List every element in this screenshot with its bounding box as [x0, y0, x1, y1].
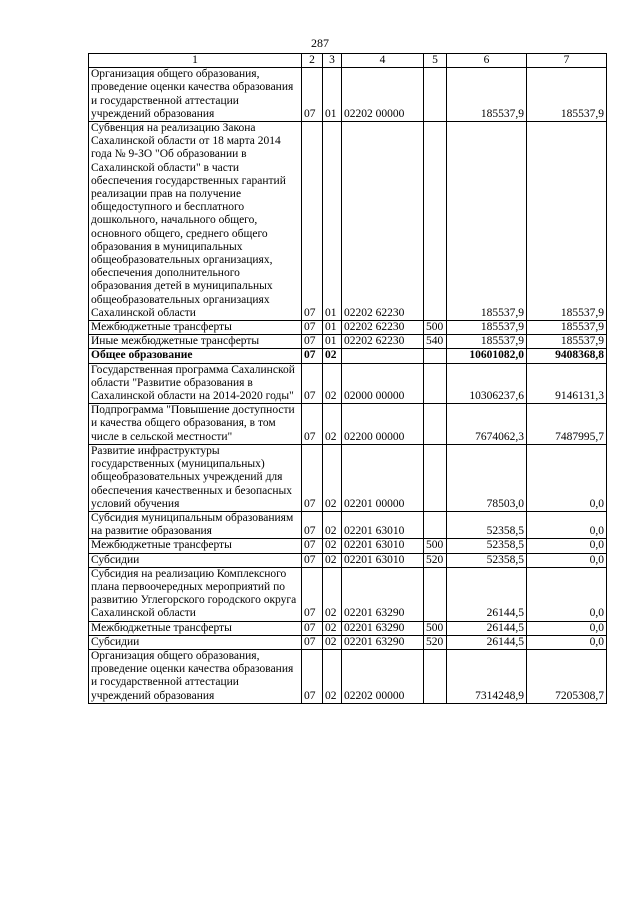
section-code-cell: 07 — [302, 363, 323, 404]
table-row — [89, 539, 607, 553]
table-row — [89, 444, 607, 511]
section-code-cell: 07 — [302, 553, 323, 567]
table-row — [89, 404, 607, 445]
expense-type-cell — [424, 349, 447, 363]
row-name-cell: Субсидия на реализацию Комплексного плана первоочередных мероприятий по развитию Углегорского городского округа Сахалинской области — [89, 567, 302, 621]
header-cell: 5 — [424, 54, 447, 68]
target-article-cell: 02000 00000 — [342, 363, 424, 404]
amount-col6-cell: 185537,9 — [447, 321, 527, 335]
expense-type-cell: 520 — [424, 553, 447, 567]
header-cell: 4 — [342, 54, 424, 68]
amount-col6-cell: 10306237,6 — [447, 363, 527, 404]
section-code-cell: 07 — [302, 511, 323, 538]
expense-type-cell — [424, 404, 447, 445]
section-code-cell: 07 — [302, 621, 323, 635]
amount-col7-cell: 0,0 — [527, 511, 607, 538]
row-name-cell: Организация общего образования, проведение оценки качества образования и государственной аттестации учреждений образования — [89, 68, 302, 122]
table-row — [89, 635, 607, 649]
table-row — [89, 68, 607, 122]
row-name-cell: Межбюджетные трансферты — [89, 539, 302, 553]
amount-col6-cell: 52358,5 — [447, 539, 527, 553]
section-code-cell: 07 — [302, 68, 323, 122]
budget-table — [88, 53, 607, 704]
target-article-cell: 02201 63010 — [342, 553, 424, 567]
amount-col7-cell: 185537,9 — [527, 122, 607, 321]
table-row — [89, 349, 607, 363]
amount-col7-cell: 0,0 — [527, 567, 607, 621]
amount-col7-cell: 185537,9 — [527, 68, 607, 122]
table-row — [89, 122, 607, 321]
target-article-cell: 02201 00000 — [342, 444, 424, 511]
expense-type-cell: 500 — [424, 321, 447, 335]
amount-col6-cell: 10601082,0 — [447, 349, 527, 363]
amount-col7-cell: 0,0 — [527, 621, 607, 635]
target-article-cell: 02200 00000 — [342, 404, 424, 445]
target-article-cell: 02201 63290 — [342, 567, 424, 621]
header-cell: 7 — [527, 54, 607, 68]
table-row — [89, 621, 607, 635]
section-code-cell: 07 — [302, 122, 323, 321]
amount-col7-cell: 185537,9 — [527, 321, 607, 335]
section-code-cell: 07 — [302, 567, 323, 621]
subsection-code-cell: 02 — [323, 621, 342, 635]
row-name-cell: Субвенция на реализацию Закона Сахалинской области от 18 марта 2014 года № 9-ЗО "Об образовании в Сахалинской области" в части обеспечения государственных гарантий реализации прав на получение общедоступного и бесплатного дошкольного, начального общего, основного общего, среднего общего образования в муниципальных общеобразовательных организациях, обеспечения дополнительного образования детей в муниципальных общеобразовательных организациях Сахалинской области — [89, 122, 302, 321]
subsection-code-cell: 02 — [323, 649, 342, 703]
subsection-code-cell: 02 — [323, 635, 342, 649]
amount-col6-cell: 52358,5 — [447, 553, 527, 567]
table-row — [89, 321, 607, 335]
target-article-cell: 02202 62230 — [342, 335, 424, 349]
amount-col6-cell: 185537,9 — [447, 68, 527, 122]
expense-type-cell — [424, 649, 447, 703]
expense-type-cell: 500 — [424, 539, 447, 553]
table-row — [89, 567, 607, 621]
header-cell: 3 — [323, 54, 342, 68]
subsection-code-cell: 02 — [323, 567, 342, 621]
expense-type-cell — [424, 511, 447, 538]
expense-type-cell: 520 — [424, 635, 447, 649]
subsection-code-cell: 01 — [323, 335, 342, 349]
table-header-row — [89, 54, 607, 68]
table-row — [89, 363, 607, 404]
row-name-cell: Государственная программа Сахалинской области "Развитие образования в Сахалинской области на 2014-2020 годы" — [89, 363, 302, 404]
subsection-code-cell: 01 — [323, 122, 342, 321]
subsection-code-cell: 01 — [323, 321, 342, 335]
amount-col7-cell: 0,0 — [527, 635, 607, 649]
section-code-cell: 07 — [302, 635, 323, 649]
header-cell: 1 — [89, 54, 302, 68]
amount-col7-cell: 7205308,7 — [527, 649, 607, 703]
amount-col7-cell: 0,0 — [527, 444, 607, 511]
header-cell: 6 — [447, 54, 527, 68]
subsection-code-cell: 02 — [323, 404, 342, 445]
section-code-cell: 07 — [302, 349, 323, 363]
section-code-cell: 07 — [302, 539, 323, 553]
section-code-cell: 07 — [302, 404, 323, 445]
expense-type-cell — [424, 567, 447, 621]
row-name-cell: Субсидия муниципальным образованиям на развитие образования — [89, 511, 302, 538]
subsection-code-cell: 02 — [323, 511, 342, 538]
amount-col6-cell: 78503,0 — [447, 444, 527, 511]
amount-col6-cell: 7674062,3 — [447, 404, 527, 445]
amount-col6-cell: 26144,5 — [447, 635, 527, 649]
amount-col7-cell: 9146131,3 — [527, 363, 607, 404]
amount-col6-cell: 26144,5 — [447, 567, 527, 621]
row-name-cell: Межбюджетные трансферты — [89, 621, 302, 635]
amount-col6-cell: 52358,5 — [447, 511, 527, 538]
expense-type-cell: 500 — [424, 621, 447, 635]
target-article-cell: 02202 62230 — [342, 122, 424, 321]
amount-col7-cell: 185537,9 — [527, 335, 607, 349]
amount-col7-cell: 7487995,7 — [527, 404, 607, 445]
row-name-cell: Организация общего образования, проведение оценки качества образования и государственной аттестации учреждений образования — [89, 649, 302, 703]
subsection-code-cell: 02 — [323, 363, 342, 404]
amount-col7-cell: 9408368,8 — [527, 349, 607, 363]
row-name-cell: Субсидии — [89, 635, 302, 649]
target-article-cell: 02201 63290 — [342, 621, 424, 635]
section-code-cell: 07 — [302, 335, 323, 349]
page-number: 287 — [311, 36, 329, 50]
expense-type-cell: 540 — [424, 335, 447, 349]
amount-col7-cell: 0,0 — [527, 539, 607, 553]
amount-col6-cell: 7314248,9 — [447, 649, 527, 703]
target-article-cell: 02202 62230 — [342, 321, 424, 335]
subsection-code-cell: 02 — [323, 553, 342, 567]
table-row — [89, 335, 607, 349]
expense-type-cell — [424, 68, 447, 122]
expense-type-cell — [424, 444, 447, 511]
amount-col6-cell: 185537,9 — [447, 335, 527, 349]
header-cell: 2 — [302, 54, 323, 68]
table-row — [89, 553, 607, 567]
target-article-cell: 02201 63290 — [342, 635, 424, 649]
subsection-code-cell: 01 — [323, 68, 342, 122]
subsection-code-cell: 02 — [323, 349, 342, 363]
row-name-cell: Развитие инфраструктуры государственных (муниципальных) общеобразовательных учреждений для обеспечения качественных и безопасных условий обучения — [89, 444, 302, 511]
expense-type-cell — [424, 363, 447, 404]
subsection-code-cell: 02 — [323, 539, 342, 553]
section-code-cell: 07 — [302, 321, 323, 335]
amount-col6-cell: 26144,5 — [447, 621, 527, 635]
amount-col6-cell: 185537,9 — [447, 122, 527, 321]
table-row — [89, 649, 607, 703]
target-article-cell: 02202 00000 — [342, 649, 424, 703]
section-code-cell: 07 — [302, 444, 323, 511]
table-row — [89, 511, 607, 538]
expense-type-cell — [424, 122, 447, 321]
subsection-code-cell: 02 — [323, 444, 342, 511]
row-name-cell: Общее образование — [89, 349, 302, 363]
row-name-cell: Межбюджетные трансферты — [89, 321, 302, 335]
target-article-cell: 02201 63010 — [342, 511, 424, 538]
row-name-cell: Субсидии — [89, 553, 302, 567]
section-code-cell: 07 — [302, 649, 323, 703]
row-name-cell: Иные межбюджетные трансферты — [89, 335, 302, 349]
row-name-cell: Подпрограмма "Повышение доступности и качества общего образования, в том числе в сельской местности" — [89, 404, 302, 445]
target-article-cell: 02202 00000 — [342, 68, 424, 122]
target-article-cell: 02201 63010 — [342, 539, 424, 553]
amount-col7-cell: 0,0 — [527, 553, 607, 567]
target-article-cell — [342, 349, 424, 363]
